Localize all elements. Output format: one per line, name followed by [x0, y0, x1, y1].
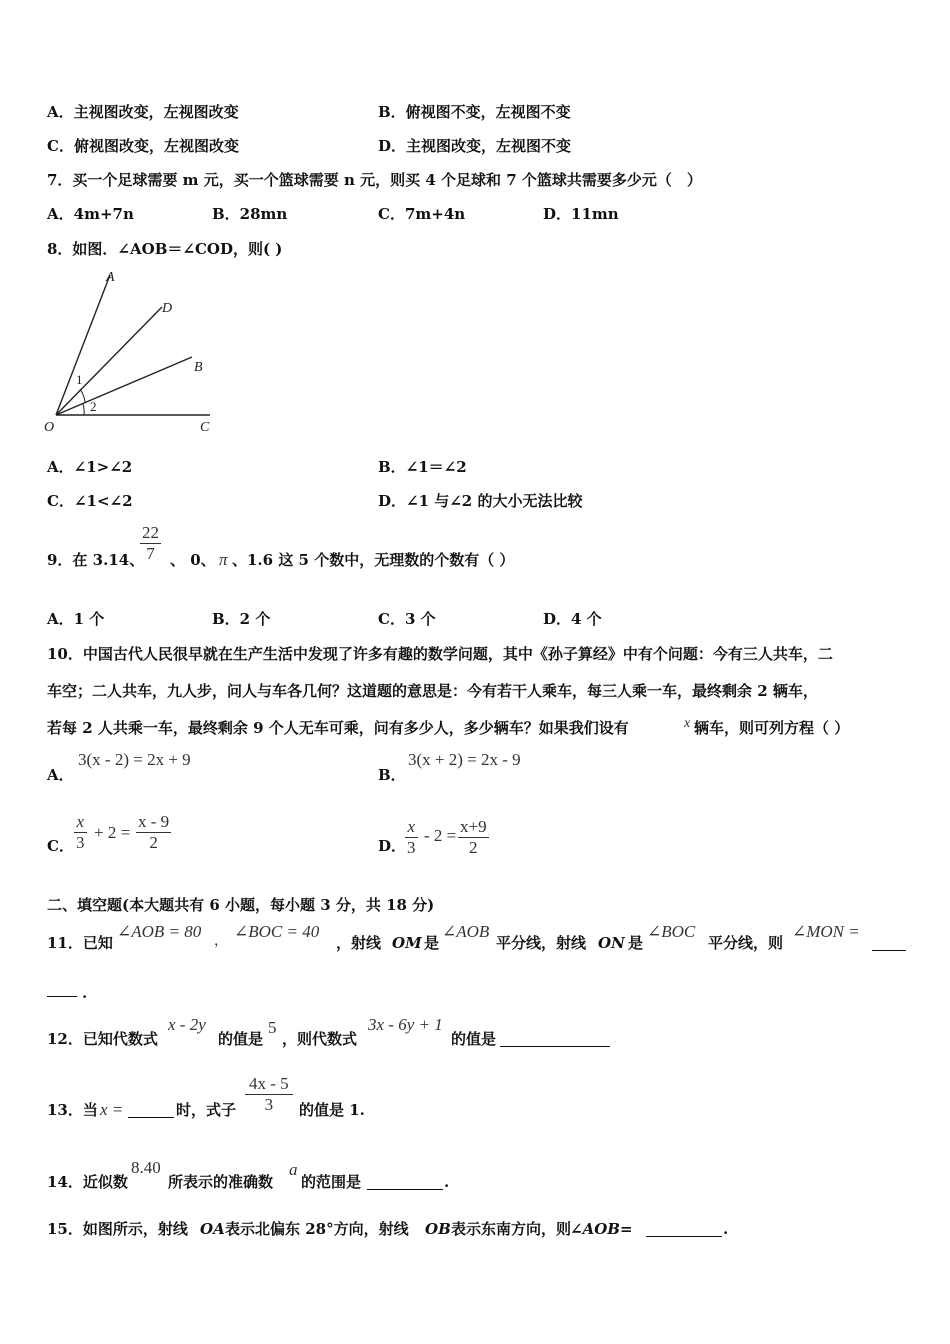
section2-title: 二、填空题(本大题共有 6 小题，每小题 3 分，共 18 分): [47, 896, 435, 914]
q15-pre: 15．如图所示，射线: [47, 1220, 188, 1238]
q14-t1: 所表示的准确数: [168, 1173, 274, 1191]
q13-answer-blank[interactable]: [128, 1117, 174, 1118]
q8-option-d: D．∠1 与∠2 的大小无法比较: [378, 492, 583, 510]
q11-om: OM: [392, 934, 422, 952]
q10-option-a-eq: 3(x - 2) = 2x + 9: [78, 750, 191, 769]
q11-sep: ，: [214, 934, 228, 949]
q10-option-a-label: A．: [47, 766, 74, 784]
q11-t5: 平分线，则: [708, 934, 784, 952]
q10-c-d2: 2: [136, 832, 171, 853]
q10-line2: 车空；二人共车，九人步，问人与车各几何？这道题的意思是：今有若干人乘车，每三人乘一车，最终剩余 2 辆车，: [47, 682, 818, 700]
label-c: C: [200, 420, 210, 435]
q12-t1: 的值是: [218, 1030, 264, 1048]
q10-c-n1: x: [76, 812, 85, 831]
q9-pi: π: [219, 550, 228, 569]
q10-line3-pre: 若每 2 人共乘一车，最终剩余 9 个人无车可乘，问有多少人，多少辆车？如果我们设有: [47, 719, 629, 737]
q10-c-d1: 3: [76, 833, 85, 852]
q11-m2: ∠BOC = 40: [234, 922, 320, 941]
q11-t1: ，射线: [336, 934, 382, 952]
q10-option-c-label: C．: [47, 837, 74, 855]
q14-pre: 14．近似数: [47, 1173, 128, 1191]
q11-m5: ∠MON =: [792, 922, 860, 941]
q9-stem-mid: 、 0、: [170, 551, 216, 569]
q11-end: .: [82, 984, 88, 1002]
q8-option-a: A．∠1>∠2: [47, 458, 133, 476]
q15-t2: 表示东南方向，则: [451, 1220, 572, 1238]
q11-on: ON: [598, 934, 625, 952]
q10-option-d-label: D．: [378, 837, 407, 855]
q15-oa: OA: [200, 1220, 225, 1238]
q15-t1: 表示北偏东 28°方向，射线: [225, 1220, 409, 1238]
q9-frac-num: 22: [142, 523, 159, 542]
q11-t3: 平分线，射线: [496, 934, 587, 952]
q6-option-d: D．主视图改变，左视图不变: [378, 137, 572, 155]
q8-stem: 8．如图．∠AOB＝∠COD，则( ): [47, 240, 283, 258]
q12-m2: 5: [268, 1018, 277, 1037]
q10-var-x: x: [684, 716, 691, 731]
angle-1-arc: [80, 389, 85, 402]
q11-m3: ∠AOB: [442, 922, 490, 941]
q13-pre: 13．当: [47, 1101, 98, 1119]
q9-frac-den: 7: [140, 543, 161, 564]
q15-end: .: [723, 1220, 729, 1238]
q6-option-b: B．俯视图不变，左视图不变: [378, 103, 571, 121]
q10-line1: 10．中国古代人民很早就在生产生活中发现了许多有趣的数学问题，其中《孙子算经》中有个问题：今有三人共车，二: [47, 645, 833, 663]
q10-option-b-label: B．: [378, 766, 406, 784]
label-angle-2: 2: [90, 399, 97, 414]
q8-option-c: C．∠1<∠2: [47, 492, 133, 510]
q15-answer-blank[interactable]: [646, 1236, 722, 1237]
q10-d-d1: 3: [407, 838, 416, 857]
q13-frac-den: 3: [245, 1094, 293, 1115]
q10-d-d2: 2: [458, 837, 489, 858]
q9-option-a: A．1 个: [47, 610, 105, 628]
q12-answer-blank[interactable]: [500, 1046, 610, 1047]
q11-answer-blank-1[interactable]: [872, 950, 906, 951]
q9-stem-post: 、1.6 这 5 个数中，无理数的个数有（ ）: [232, 551, 515, 569]
q15-ob: OB: [425, 1220, 451, 1238]
q10-c-frac2: [136, 812, 171, 853]
q14-m2: a: [289, 1160, 298, 1179]
q11-pre: 11．已知: [47, 934, 113, 952]
q10-c-n2: x - 9: [138, 812, 170, 831]
q7-option-d: D．11mn: [543, 205, 619, 223]
q10-d-n1: x: [407, 817, 416, 836]
q10-d-mid: - 2 =: [424, 826, 457, 845]
label-d: D: [162, 301, 173, 316]
q13-t1: 时，式子: [176, 1101, 237, 1119]
q14-end: .: [444, 1173, 450, 1191]
q10-d-n2: x+9: [460, 817, 487, 836]
q7-option-c: C．7m+4n: [378, 205, 466, 223]
q12-t2: ，则代数式: [282, 1030, 358, 1048]
q9-option-c: C．3 个: [378, 610, 436, 628]
label-o: O: [44, 420, 55, 435]
q10-d-frac1: [405, 817, 418, 858]
q13-fraction: [245, 1074, 293, 1115]
q7-stem: 7．买一个足球需要 m 元，买一个篮球需要 n 元，则买 4 个足球和 7 个篮球共需要多少元（ ）: [47, 171, 702, 189]
q12-m1: x - 2y: [168, 1015, 206, 1034]
q10-line3-post: 辆车，则可列方程（ ）: [694, 719, 850, 737]
q9-option-b: B．2 个: [212, 610, 271, 628]
q14-answer-blank[interactable]: [367, 1189, 443, 1190]
angle-2-arc: [83, 404, 84, 415]
label-b: B: [194, 360, 203, 375]
q6-option-c: C．俯视图改变，左视图改变: [47, 137, 239, 155]
q14-m1: 8.40: [131, 1158, 161, 1177]
q11-answer-blank-2[interactable]: [47, 996, 77, 997]
ray-od: [56, 307, 162, 415]
q6-option-a: A．主视图改变，左视图改变: [47, 103, 239, 121]
label-a: A: [106, 270, 115, 285]
q14-t2: 的范围是: [301, 1173, 362, 1191]
q11-m4: ∠BOC: [647, 922, 696, 941]
q10-option-b-eq: 3(x + 2) = 2x - 9: [408, 750, 521, 769]
q13-frac-num: 4x - 5: [249, 1074, 289, 1093]
q8-option-b: B．∠1＝∠2: [378, 458, 467, 476]
q9-fraction: [140, 523, 161, 564]
q15-aob: ∠AOB=: [570, 1220, 633, 1238]
q11-t2: 是: [424, 934, 440, 952]
q13-m1: x =: [100, 1100, 124, 1119]
q11-t4: 是: [628, 934, 644, 952]
q7-option-b: B．28mn: [212, 205, 288, 223]
q9-stem-pre: 9．在 3.14、: [47, 551, 145, 569]
q11-m1: ∠AOB = 80: [117, 922, 202, 941]
q8-angle-figure: [40, 265, 220, 440]
q12-pre: 12．已知代数式: [47, 1030, 158, 1048]
label-angle-1: 1: [76, 372, 83, 387]
q7-option-a: A．4m+7n: [47, 205, 134, 223]
q12-t3: 的值是: [451, 1030, 497, 1048]
q12-m3: 3x - 6y + 1: [368, 1015, 443, 1034]
q10-d-frac2: [458, 817, 489, 858]
q10-c-frac1: [74, 812, 87, 853]
q9-option-d: D．4 个: [543, 610, 602, 628]
q10-c-mid: + 2 =: [94, 823, 131, 842]
q13-t2: 的值是 1.: [299, 1101, 365, 1119]
